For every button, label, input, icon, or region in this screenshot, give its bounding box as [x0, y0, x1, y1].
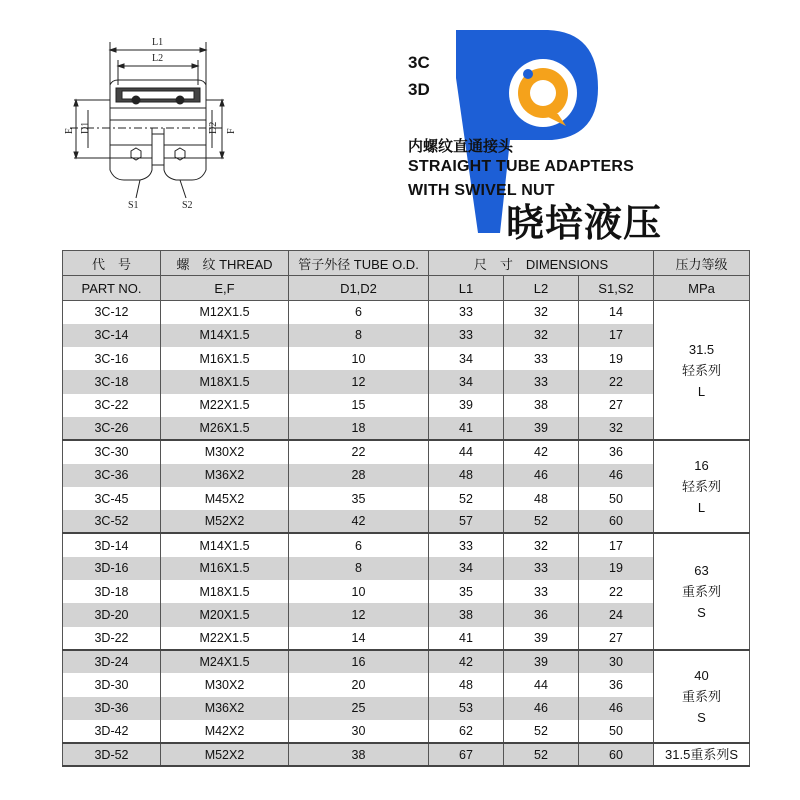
table-row	[63, 603, 750, 626]
cell-s: 14	[579, 301, 654, 324]
cell-s: 50	[579, 720, 654, 743]
cell-part-no: 3D-36	[63, 697, 161, 720]
pressure-cell	[654, 440, 750, 533]
pressure-line: 31.5	[688, 341, 715, 357]
cell-thread: M30X2	[161, 673, 289, 696]
cell-part-no: 3C-26	[63, 417, 161, 440]
cell-thread: M24X1.5	[161, 650, 289, 673]
cell-thread: M18X1.5	[161, 370, 289, 393]
cell-tube-od: 25	[289, 697, 429, 720]
cell-s: 22	[579, 580, 654, 603]
header-thread-en: E,F	[161, 276, 289, 301]
cell-l1: 52	[429, 487, 504, 510]
table-row	[63, 324, 750, 347]
cell-tube-od: 12	[289, 603, 429, 626]
cell-l2: 46	[504, 464, 579, 487]
header-pressure-cn: 压力等级	[654, 251, 750, 276]
table-row	[63, 557, 750, 580]
product-title-cn: 内螺纹直通接头	[408, 138, 514, 155]
cell-tube-od: 22	[289, 440, 429, 463]
table-row	[63, 697, 750, 720]
table-row	[63, 743, 750, 766]
cell-l2: 44	[504, 673, 579, 696]
pressure-line: 重系列	[682, 689, 722, 705]
table-row	[63, 370, 750, 393]
cell-l2: 32	[504, 533, 579, 556]
cell-tube-od: 30	[289, 720, 429, 743]
table-row	[63, 650, 750, 673]
header-s: S1,S2	[579, 276, 654, 301]
cell-l1: 38	[429, 603, 504, 626]
table-row	[63, 440, 750, 463]
cell-l2: 33	[504, 370, 579, 393]
cell-s: 36	[579, 440, 654, 463]
cell-part-no: 3D-42	[63, 720, 161, 743]
cell-thread: M16X1.5	[161, 347, 289, 370]
spec-table-body	[63, 301, 750, 767]
cell-l1: 57	[429, 510, 504, 533]
spec-table	[62, 250, 750, 767]
pressure-line: 轻系列	[682, 479, 722, 495]
cell-l1: 42	[429, 650, 504, 673]
cell-part-no: 3D-16	[63, 557, 161, 580]
cell-s: 36	[579, 673, 654, 696]
cell-s: 32	[579, 417, 654, 440]
cell-thread: M52X2	[161, 743, 289, 766]
cell-l1: 34	[429, 557, 504, 580]
header-part-cn: 代 号	[63, 251, 161, 276]
brand-name: 晓培液压	[506, 201, 663, 245]
pressure-cell	[654, 650, 750, 743]
cell-l1: 67	[429, 743, 504, 766]
cell-l1: 33	[429, 533, 504, 556]
table-row	[63, 347, 750, 370]
cell-tube-od: 8	[289, 557, 429, 580]
cell-part-no: 3C-52	[63, 510, 161, 533]
cell-part-no: 3D-30	[63, 673, 161, 696]
cell-part-no: 3C-36	[63, 464, 161, 487]
header-pressure-unit: MPa	[654, 276, 750, 301]
cell-l2: 33	[504, 580, 579, 603]
cell-s: 30	[579, 650, 654, 673]
cell-thread: M22X1.5	[161, 394, 289, 417]
cell-tube-od: 10	[289, 347, 429, 370]
cell-thread: M26X1.5	[161, 417, 289, 440]
cell-thread: M18X1.5	[161, 580, 289, 603]
cell-l2: 36	[504, 603, 579, 626]
header-row-1	[63, 251, 750, 276]
cell-s: 17	[579, 533, 654, 556]
cell-thread: M14X1.5	[161, 533, 289, 556]
table-row	[63, 580, 750, 603]
cell-s: 50	[579, 487, 654, 510]
cell-part-no: 3C-45	[63, 487, 161, 510]
label-d1: D1	[80, 121, 91, 134]
pressure-line: 40	[694, 668, 709, 684]
cell-thread: M45X2	[161, 487, 289, 510]
cell-thread: M20X1.5	[161, 603, 289, 626]
pressure-line: S	[697, 605, 706, 621]
cell-tube-od: 8	[289, 324, 429, 347]
cell-tube-od: 42	[289, 510, 429, 533]
cell-l2: 48	[504, 487, 579, 510]
cell-l2: 42	[504, 440, 579, 463]
pressure-line: L	[697, 383, 706, 399]
cell-l1: 41	[429, 627, 504, 650]
cell-l2: 33	[504, 347, 579, 370]
cell-l2: 52	[504, 743, 579, 766]
cell-thread: M16X1.5	[161, 557, 289, 580]
cell-tube-od: 10	[289, 580, 429, 603]
pressure-line: L	[697, 500, 706, 516]
cell-l2: 33	[504, 557, 579, 580]
cell-part-no: 3C-18	[63, 370, 161, 393]
pressure-cell	[654, 743, 750, 766]
cell-part-no: 3C-22	[63, 394, 161, 417]
label-f: F	[226, 128, 237, 134]
cell-l2: 39	[504, 417, 579, 440]
cell-part-no: 3D-22	[63, 627, 161, 650]
cell-part-no: 3C-12	[63, 301, 161, 324]
cell-l1: 39	[429, 394, 504, 417]
cell-tube-od: 35	[289, 487, 429, 510]
cell-l2: 38	[504, 394, 579, 417]
header-tube-en: D1,D2	[289, 276, 429, 301]
table-row	[63, 720, 750, 743]
cell-thread: M42X2	[161, 720, 289, 743]
label-s2: S2	[182, 200, 193, 211]
cell-s: 19	[579, 557, 654, 580]
cell-thread: M36X2	[161, 464, 289, 487]
pressure-line: 重系列	[682, 584, 722, 600]
table-row	[63, 673, 750, 696]
cell-part-no: 3D-14	[63, 533, 161, 556]
cell-s: 46	[579, 697, 654, 720]
table-row	[63, 301, 750, 324]
pressure-cell	[654, 301, 750, 441]
cell-l1: 48	[429, 673, 504, 696]
product-title-en-line1: STRAIGHT TUBE ADAPTERS	[408, 158, 635, 175]
pressure-cell	[654, 533, 750, 649]
pressure-line: 31.5重系列S	[665, 747, 738, 763]
table-row	[63, 487, 750, 510]
pressure-line: 63	[694, 563, 709, 579]
cell-l1: 33	[429, 301, 504, 324]
cell-tube-od: 28	[289, 464, 429, 487]
cell-l2: 32	[504, 301, 579, 324]
cell-tube-od: 12	[289, 370, 429, 393]
cell-s: 27	[579, 627, 654, 650]
cell-l2: 32	[504, 324, 579, 347]
cell-tube-od: 18	[289, 417, 429, 440]
cell-s: 60	[579, 743, 654, 766]
cell-l1: 41	[429, 417, 504, 440]
cell-part-no: 3D-24	[63, 650, 161, 673]
label-d2: D2	[208, 121, 219, 134]
pressure-line: S	[697, 710, 706, 726]
cell-l1: 34	[429, 347, 504, 370]
table-row	[63, 417, 750, 440]
cell-l1: 44	[429, 440, 504, 463]
product-title-en-line2: WITH SWIVEL NUT	[408, 182, 555, 199]
cell-s: 46	[579, 464, 654, 487]
label-l2: L2	[152, 53, 164, 64]
cell-s: 24	[579, 603, 654, 626]
header-thread-cn: 螺 纹 THREAD	[161, 251, 289, 276]
cell-tube-od: 20	[289, 673, 429, 696]
cell-l1: 34	[429, 370, 504, 393]
cell-l1: 48	[429, 464, 504, 487]
cell-tube-od: 6	[289, 301, 429, 324]
header-part-en: PART NO.	[63, 276, 161, 301]
cell-tube-od: 6	[289, 533, 429, 556]
cell-part-no: 3C-14	[63, 324, 161, 347]
header-row-2	[63, 276, 750, 301]
cell-l2: 52	[504, 510, 579, 533]
table-row	[63, 510, 750, 533]
cell-s: 17	[579, 324, 654, 347]
header-dimensions: 尺 寸 DIMENSIONS	[429, 251, 654, 276]
cell-part-no: 3D-52	[63, 743, 161, 766]
product-code-3c: 3C	[408, 53, 430, 72]
cell-thread: M22X1.5	[161, 627, 289, 650]
table-row	[63, 394, 750, 417]
product-code-3d: 3D	[408, 80, 430, 99]
cell-l1: 53	[429, 697, 504, 720]
header-l2: L2	[504, 276, 579, 301]
cell-l2: 39	[504, 650, 579, 673]
table-row	[63, 464, 750, 487]
cell-thread: M36X2	[161, 697, 289, 720]
label-l1: L1	[152, 37, 164, 48]
cell-thread: M12X1.5	[161, 301, 289, 324]
cell-thread: M14X1.5	[161, 324, 289, 347]
table-row	[63, 627, 750, 650]
cell-tube-od: 38	[289, 743, 429, 766]
cell-thread: M30X2	[161, 440, 289, 463]
cell-l1: 33	[429, 324, 504, 347]
cell-s: 19	[579, 347, 654, 370]
cell-part-no: 3D-20	[63, 603, 161, 626]
cell-s: 60	[579, 510, 654, 533]
table-row	[63, 533, 750, 556]
header-l1: L1	[429, 276, 504, 301]
cell-l2: 52	[504, 720, 579, 743]
pressure-line: 轻系列	[682, 362, 722, 378]
cell-l2: 39	[504, 627, 579, 650]
cell-s: 22	[579, 370, 654, 393]
cell-s: 27	[579, 394, 654, 417]
cell-tube-od: 14	[289, 627, 429, 650]
label-s1: S1	[128, 200, 139, 211]
cell-l2: 46	[504, 697, 579, 720]
label-e: E	[64, 127, 75, 134]
fitting-drawing	[40, 30, 240, 220]
pressure-line: 16	[694, 458, 709, 474]
cell-part-no: 3C-30	[63, 440, 161, 463]
header-tube-cn: 管子外径 TUBE O.D.	[289, 251, 429, 276]
cell-l1: 35	[429, 580, 504, 603]
cell-part-no: 3D-18	[63, 580, 161, 603]
cell-tube-od: 16	[289, 650, 429, 673]
cell-l1: 62	[429, 720, 504, 743]
cell-tube-od: 15	[289, 394, 429, 417]
cell-part-no: 3C-16	[63, 347, 161, 370]
cell-thread: M52X2	[161, 510, 289, 533]
